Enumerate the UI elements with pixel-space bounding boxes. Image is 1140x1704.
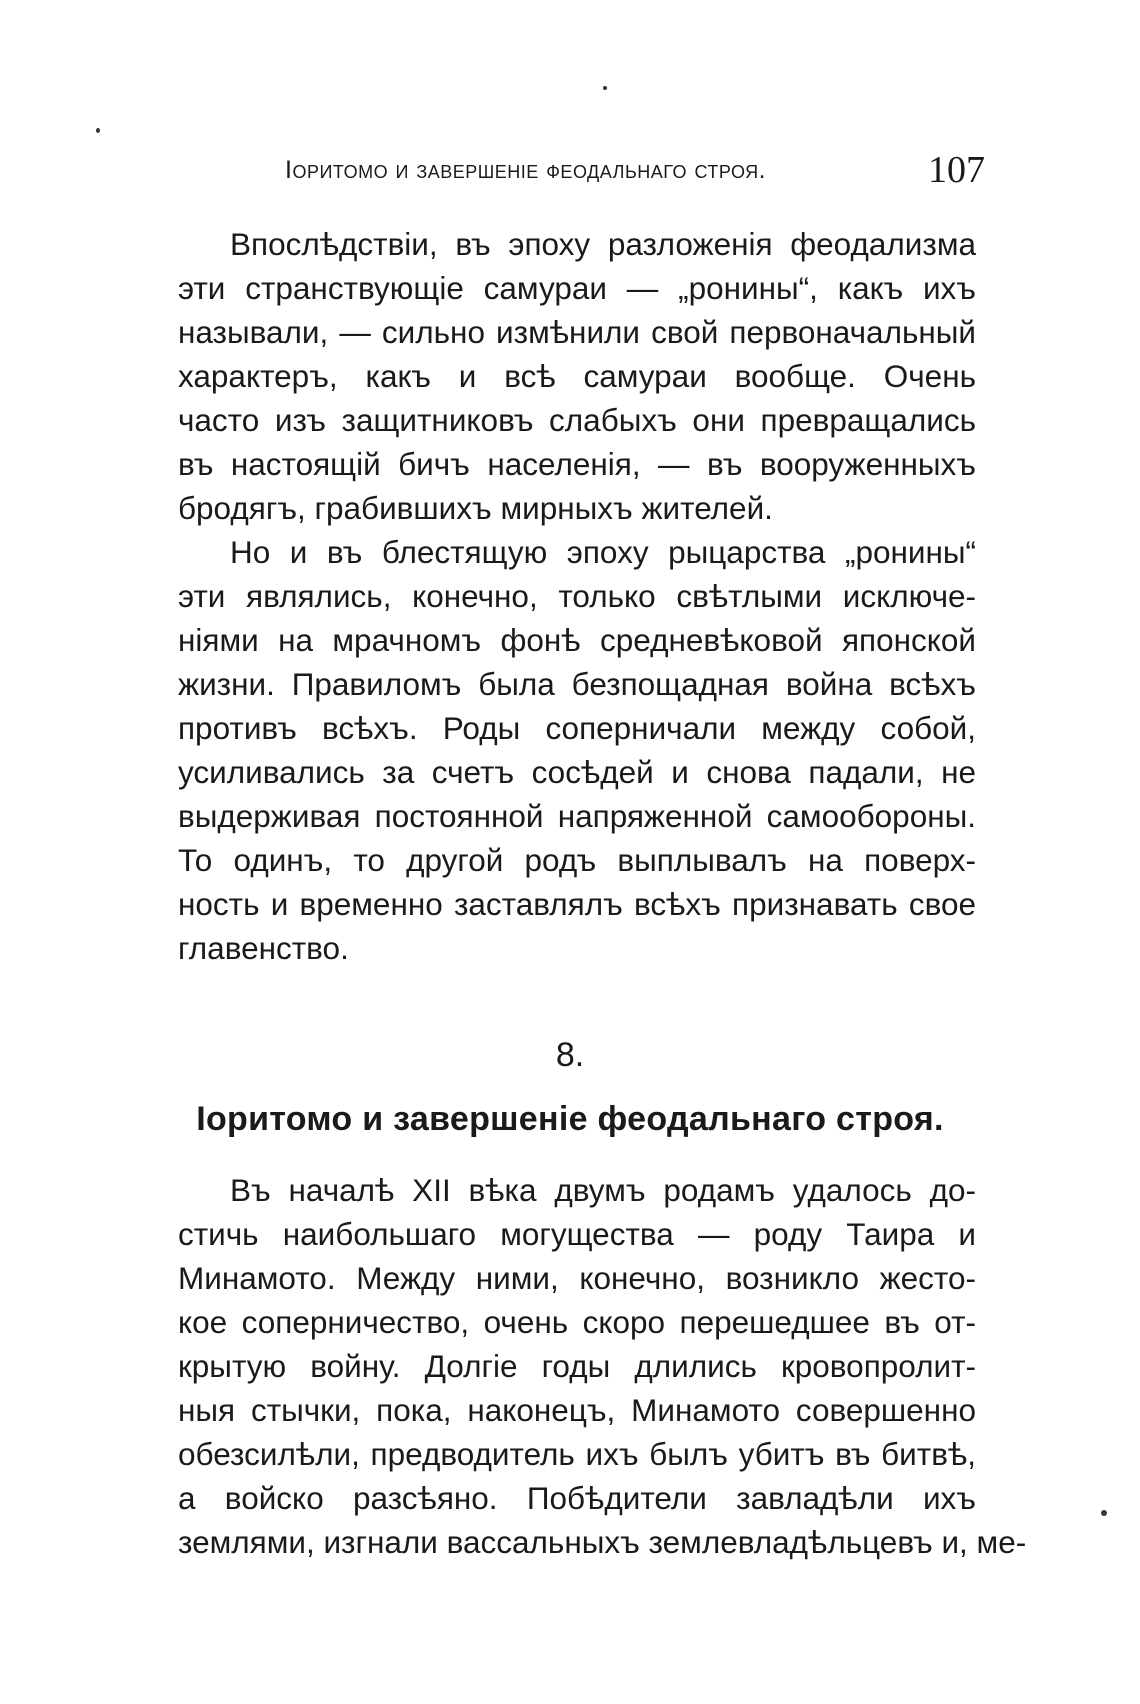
text-line: главенство.: [178, 930, 349, 966]
text-line: кое соперничество, очень скоро перешедшее въ от-: [178, 1304, 976, 1340]
text-line: эти странствующіе самураи — „ронины“, какъ ихъ: [178, 270, 976, 306]
print-speck: [603, 86, 607, 90]
text-line: крытую войну. Долгіе годы длились кровопролит-: [178, 1348, 976, 1384]
text-line: землями, изгнали вассальныхъ землевладѣльцевъ и, ме-: [178, 1524, 1027, 1560]
text-line: Но и въ блестящую эпоху рыцарства „ронины“: [230, 534, 976, 570]
text-line: То одинъ, то другой родъ выплывалъ на поверх-: [178, 842, 976, 878]
text-line: ность и временно заставлялъ всѣхъ признавать свое: [178, 886, 976, 922]
text-line: жизни. Правиломъ была безпощадная война всѣхъ: [178, 666, 976, 702]
text-line: ныя стычки, пока, наконецъ, Минамото совершенно: [178, 1392, 976, 1428]
section-title: Іоритомо и завершеніе феодальнаго строя.: [196, 1100, 944, 1138]
print-speck: [96, 128, 100, 133]
text-line: выдерживая постоянной напряженной самообороны.: [178, 798, 976, 834]
text-line: въ настоящій бичъ населенія, — въ вооруженныхъ: [178, 446, 976, 482]
text-line: усиливались за счетъ сосѣдей и снова падали, не: [178, 754, 976, 790]
text-line: бродягъ, грабившихъ мирныхъ жителей.: [178, 490, 773, 526]
text-line: Въ началѣ XII вѣка двумъ родамъ удалось до-: [230, 1172, 976, 1208]
text-line: эти являлись, конечно, только свѣтлыми исключе-: [178, 578, 976, 614]
text-line: ніями на мрачномъ фонѣ средневѣковой японской: [178, 622, 976, 658]
text-line: часто изъ защитниковъ слабыхъ они превращались: [178, 402, 976, 438]
text-line: называли, — сильно измѣнили свой первоначальный: [178, 314, 976, 350]
text-line: Минамото. Между ними, конечно, возникло жесто-: [178, 1260, 976, 1296]
paragraph-2: [178, 530, 976, 970]
page-number: 107: [928, 149, 985, 191]
text-line: характеръ, какъ и всѣ самураи вообще. Очень: [178, 358, 976, 394]
text-line: Впослѣдствіи, въ эпоху разложенія феодализма: [230, 226, 976, 262]
paragraph-3: [178, 1168, 1027, 1564]
text-line: а войско разсѣяно. Побѣдители завладѣли ихъ: [178, 1480, 976, 1516]
section-number: 8.: [555, 1036, 585, 1074]
text-line: стичь наибольшаго могущества — роду Таира и: [178, 1216, 976, 1252]
print-speck: [1101, 1510, 1107, 1516]
text-line: противъ всѣхъ. Роды соперничали между собой,: [178, 710, 976, 746]
running-head: [285, 148, 985, 198]
text-line: обезсилѣли, предводитель ихъ былъ убитъ въ битвѣ,: [178, 1436, 976, 1472]
running-title: Іоритомо и завершеніе феодальнаго строя.: [285, 156, 767, 184]
paragraph-1: [178, 222, 976, 530]
